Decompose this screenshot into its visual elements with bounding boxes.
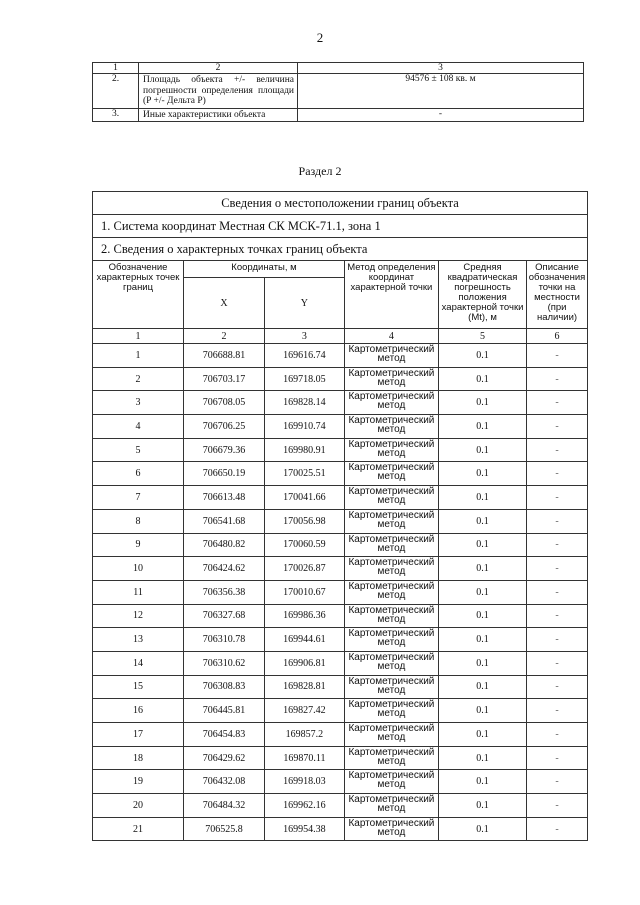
error-cell: 0.1 bbox=[439, 604, 527, 628]
table-row bbox=[93, 391, 588, 415]
error-cell: 0.1 bbox=[439, 723, 527, 747]
table-row bbox=[93, 817, 588, 841]
coord-y: 169906.81 bbox=[264, 651, 344, 675]
description-cell: - bbox=[527, 746, 588, 770]
col-description: Описание обозначения точки на местности (при наличии) bbox=[527, 261, 588, 329]
coord-y: 170056.98 bbox=[264, 509, 344, 533]
error-cell: 0.1 bbox=[439, 462, 527, 486]
coord-x: 706650.19 bbox=[184, 462, 265, 486]
coord-x: 706484.32 bbox=[184, 794, 265, 818]
coord-x: 706445.81 bbox=[184, 699, 265, 723]
description-cell: - bbox=[527, 344, 588, 368]
method-cell: Картометрический метод bbox=[344, 415, 438, 439]
header-cell: 1 bbox=[93, 63, 139, 74]
row-number: 3. bbox=[93, 108, 139, 121]
coord-x: 706310.62 bbox=[184, 651, 265, 675]
method-cell: Картометрический метод bbox=[344, 604, 438, 628]
method-cell: Картометрический метод bbox=[344, 675, 438, 699]
table-row bbox=[93, 580, 588, 604]
point-number: 14 bbox=[93, 651, 184, 675]
method-cell: Картометрический метод bbox=[344, 557, 438, 581]
description-cell: - bbox=[527, 415, 588, 439]
coord-y: 169827.42 bbox=[264, 699, 344, 723]
description-cell: - bbox=[527, 604, 588, 628]
table-row bbox=[93, 770, 588, 794]
error-cell: 0.1 bbox=[439, 817, 527, 841]
table-row bbox=[93, 108, 584, 121]
coord-x: 706432.08 bbox=[184, 770, 265, 794]
table-row bbox=[93, 746, 588, 770]
method-cell: Картометрический метод bbox=[344, 699, 438, 723]
point-number: 20 bbox=[93, 794, 184, 818]
coord-y: 170026.87 bbox=[264, 557, 344, 581]
coord-x: 706706.25 bbox=[184, 415, 265, 439]
coord-x: 706308.83 bbox=[184, 675, 265, 699]
row-label: Площадь объекта +/- величина погрешности определения площади (P +/- Дельта P) bbox=[139, 74, 298, 109]
coord-y: 169954.38 bbox=[264, 817, 344, 841]
coord-x: 706480.82 bbox=[184, 533, 265, 557]
method-cell: Картометрический метод bbox=[344, 746, 438, 770]
col-number: 4 bbox=[344, 329, 438, 344]
area-table-header bbox=[93, 63, 584, 74]
point-number: 18 bbox=[93, 746, 184, 770]
coord-y: 170025.51 bbox=[264, 462, 344, 486]
description-cell: - bbox=[527, 367, 588, 391]
col-designation: Обозначение характерных точек границ bbox=[93, 261, 184, 329]
page-number: 2 bbox=[316, 30, 324, 45]
point-number: 11 bbox=[93, 580, 184, 604]
coord-y: 169962.16 bbox=[264, 794, 344, 818]
description-cell: - bbox=[527, 628, 588, 652]
point-number: 1 bbox=[93, 344, 184, 368]
description-cell: - bbox=[527, 462, 588, 486]
method-cell: Картометрический метод bbox=[344, 391, 438, 415]
coord-y: 169828.14 bbox=[264, 391, 344, 415]
coord-x: 706525.8 bbox=[184, 817, 265, 841]
table-row bbox=[93, 438, 588, 462]
method-cell: Картометрический метод bbox=[344, 486, 438, 510]
point-number: 17 bbox=[93, 723, 184, 747]
col-method: Метод определения координат характерной точки bbox=[344, 261, 438, 329]
coord-y: 169718.05 bbox=[264, 367, 344, 391]
description-cell: - bbox=[527, 817, 588, 841]
coordinate-system: 1. Система координат Местная СК МСК-71.1, зона 1 bbox=[93, 215, 588, 238]
coord-x: 706327.68 bbox=[184, 604, 265, 628]
description-cell: - bbox=[527, 651, 588, 675]
col-number: 3 bbox=[264, 329, 344, 344]
col-number: 2 bbox=[184, 329, 265, 344]
header-cell: 3 bbox=[298, 63, 584, 74]
description-cell: - bbox=[527, 557, 588, 581]
table-row bbox=[93, 486, 588, 510]
description-cell: - bbox=[527, 391, 588, 415]
coord-y: 169980.91 bbox=[264, 438, 344, 462]
point-number: 2 bbox=[93, 367, 184, 391]
table-row bbox=[93, 533, 588, 557]
description-cell: - bbox=[527, 486, 588, 510]
point-number: 7 bbox=[93, 486, 184, 510]
coord-y: 170060.59 bbox=[264, 533, 344, 557]
method-cell: Картометрический метод bbox=[344, 367, 438, 391]
error-cell: 0.1 bbox=[439, 557, 527, 581]
method-cell: Картометрический метод bbox=[344, 794, 438, 818]
table-row bbox=[93, 557, 588, 581]
coord-x: 706310.78 bbox=[184, 628, 265, 652]
coord-y: 169857.2 bbox=[264, 723, 344, 747]
coord-y: 169828.81 bbox=[264, 675, 344, 699]
col-coordinates: Координаты, м bbox=[184, 261, 345, 278]
area-table bbox=[92, 62, 584, 122]
point-number: 9 bbox=[93, 533, 184, 557]
table-title: Сведения о местоположении границ объекта bbox=[93, 192, 588, 215]
error-cell: 0.1 bbox=[439, 367, 527, 391]
table-row bbox=[93, 462, 588, 486]
point-number: 3 bbox=[93, 391, 184, 415]
error-cell: 0.1 bbox=[439, 438, 527, 462]
point-number: 8 bbox=[93, 509, 184, 533]
table-row bbox=[93, 699, 588, 723]
description-cell: - bbox=[527, 438, 588, 462]
table-row bbox=[93, 509, 588, 533]
coord-y: 170010.67 bbox=[264, 580, 344, 604]
method-cell: Картометрический метод bbox=[344, 533, 438, 557]
error-cell: 0.1 bbox=[439, 699, 527, 723]
col-y: Y bbox=[264, 278, 344, 329]
description-cell: - bbox=[527, 770, 588, 794]
error-cell: 0.1 bbox=[439, 486, 527, 510]
description-cell: - bbox=[527, 794, 588, 818]
coord-y: 169910.74 bbox=[264, 415, 344, 439]
point-number: 15 bbox=[93, 675, 184, 699]
col-error: Средняя квадратическая погрешность положения характерной точки (Mt), м bbox=[439, 261, 527, 329]
coord-x: 706454.83 bbox=[184, 723, 265, 747]
method-cell: Картометрический метод bbox=[344, 651, 438, 675]
coord-x: 706356.38 bbox=[184, 580, 265, 604]
coord-x: 706429.62 bbox=[184, 746, 265, 770]
method-cell: Картометрический метод bbox=[344, 770, 438, 794]
error-cell: 0.1 bbox=[439, 651, 527, 675]
description-cell: - bbox=[527, 580, 588, 604]
table-row bbox=[93, 344, 588, 368]
coord-x: 706688.81 bbox=[184, 344, 265, 368]
method-cell: Картометрический метод bbox=[344, 462, 438, 486]
error-cell: 0.1 bbox=[439, 675, 527, 699]
coord-x: 706541.68 bbox=[184, 509, 265, 533]
col-x: X bbox=[184, 278, 265, 329]
point-number: 13 bbox=[93, 628, 184, 652]
error-cell: 0.1 bbox=[439, 391, 527, 415]
method-cell: Картометрический метод bbox=[344, 628, 438, 652]
coord-x: 706708.05 bbox=[184, 391, 265, 415]
coord-y: 169870.11 bbox=[264, 746, 344, 770]
coord-x: 706424.62 bbox=[184, 557, 265, 581]
table-row bbox=[93, 74, 584, 109]
coord-x: 706679.36 bbox=[184, 438, 265, 462]
table-row bbox=[93, 415, 588, 439]
method-cell: Картометрический метод bbox=[344, 344, 438, 368]
description-cell: - bbox=[527, 509, 588, 533]
area-value: 94576 ± 108 кв. м bbox=[298, 74, 584, 109]
description-cell: - bbox=[527, 675, 588, 699]
col-number: 5 bbox=[439, 329, 527, 344]
table-row bbox=[93, 367, 588, 391]
error-cell: 0.1 bbox=[439, 746, 527, 770]
error-cell: 0.1 bbox=[439, 794, 527, 818]
error-cell: 0.1 bbox=[439, 770, 527, 794]
point-number: 12 bbox=[93, 604, 184, 628]
method-cell: Картометрический метод bbox=[344, 438, 438, 462]
error-cell: 0.1 bbox=[439, 580, 527, 604]
table-row bbox=[93, 723, 588, 747]
row-value: - bbox=[298, 108, 584, 121]
point-number: 21 bbox=[93, 817, 184, 841]
point-number: 10 bbox=[93, 557, 184, 581]
point-number: 19 bbox=[93, 770, 184, 794]
points-table bbox=[92, 191, 588, 841]
point-number: 16 bbox=[93, 699, 184, 723]
method-cell: Картометрический метод bbox=[344, 817, 438, 841]
error-cell: 0.1 bbox=[439, 415, 527, 439]
coord-y: 169944.61 bbox=[264, 628, 344, 652]
error-cell: 0.1 bbox=[439, 509, 527, 533]
point-number: 5 bbox=[93, 438, 184, 462]
row-label: Иные характеристики объекта bbox=[139, 108, 298, 121]
table-row bbox=[93, 794, 588, 818]
error-cell: 0.1 bbox=[439, 628, 527, 652]
row-number: 2. bbox=[93, 74, 139, 109]
col-number: 6 bbox=[527, 329, 588, 344]
point-number: 4 bbox=[93, 415, 184, 439]
coord-y: 169918.03 bbox=[264, 770, 344, 794]
method-cell: Картометрический метод bbox=[344, 723, 438, 747]
table-row bbox=[93, 604, 588, 628]
table-row bbox=[93, 675, 588, 699]
method-cell: Картометрический метод bbox=[344, 580, 438, 604]
method-cell: Картометрический метод bbox=[344, 509, 438, 533]
coord-x: 706613.48 bbox=[184, 486, 265, 510]
coord-y: 169986.36 bbox=[264, 604, 344, 628]
description-cell: - bbox=[527, 533, 588, 557]
points-heading: 2. Сведения о характерных точках границ объекта bbox=[93, 238, 588, 261]
coord-y: 169616.74 bbox=[264, 344, 344, 368]
point-number: 6 bbox=[93, 462, 184, 486]
error-cell: 0.1 bbox=[439, 344, 527, 368]
table-row bbox=[93, 651, 588, 675]
description-cell: - bbox=[527, 723, 588, 747]
section-title: Раздел 2 bbox=[298, 164, 342, 178]
header-cell: 2 bbox=[139, 63, 298, 74]
error-cell: 0.1 bbox=[439, 533, 527, 557]
description-cell: - bbox=[527, 699, 588, 723]
coord-y: 170041.66 bbox=[264, 486, 344, 510]
table-row bbox=[93, 628, 588, 652]
coord-x: 706703.17 bbox=[184, 367, 265, 391]
col-number: 1 bbox=[93, 329, 184, 344]
column-numbers bbox=[93, 329, 588, 344]
